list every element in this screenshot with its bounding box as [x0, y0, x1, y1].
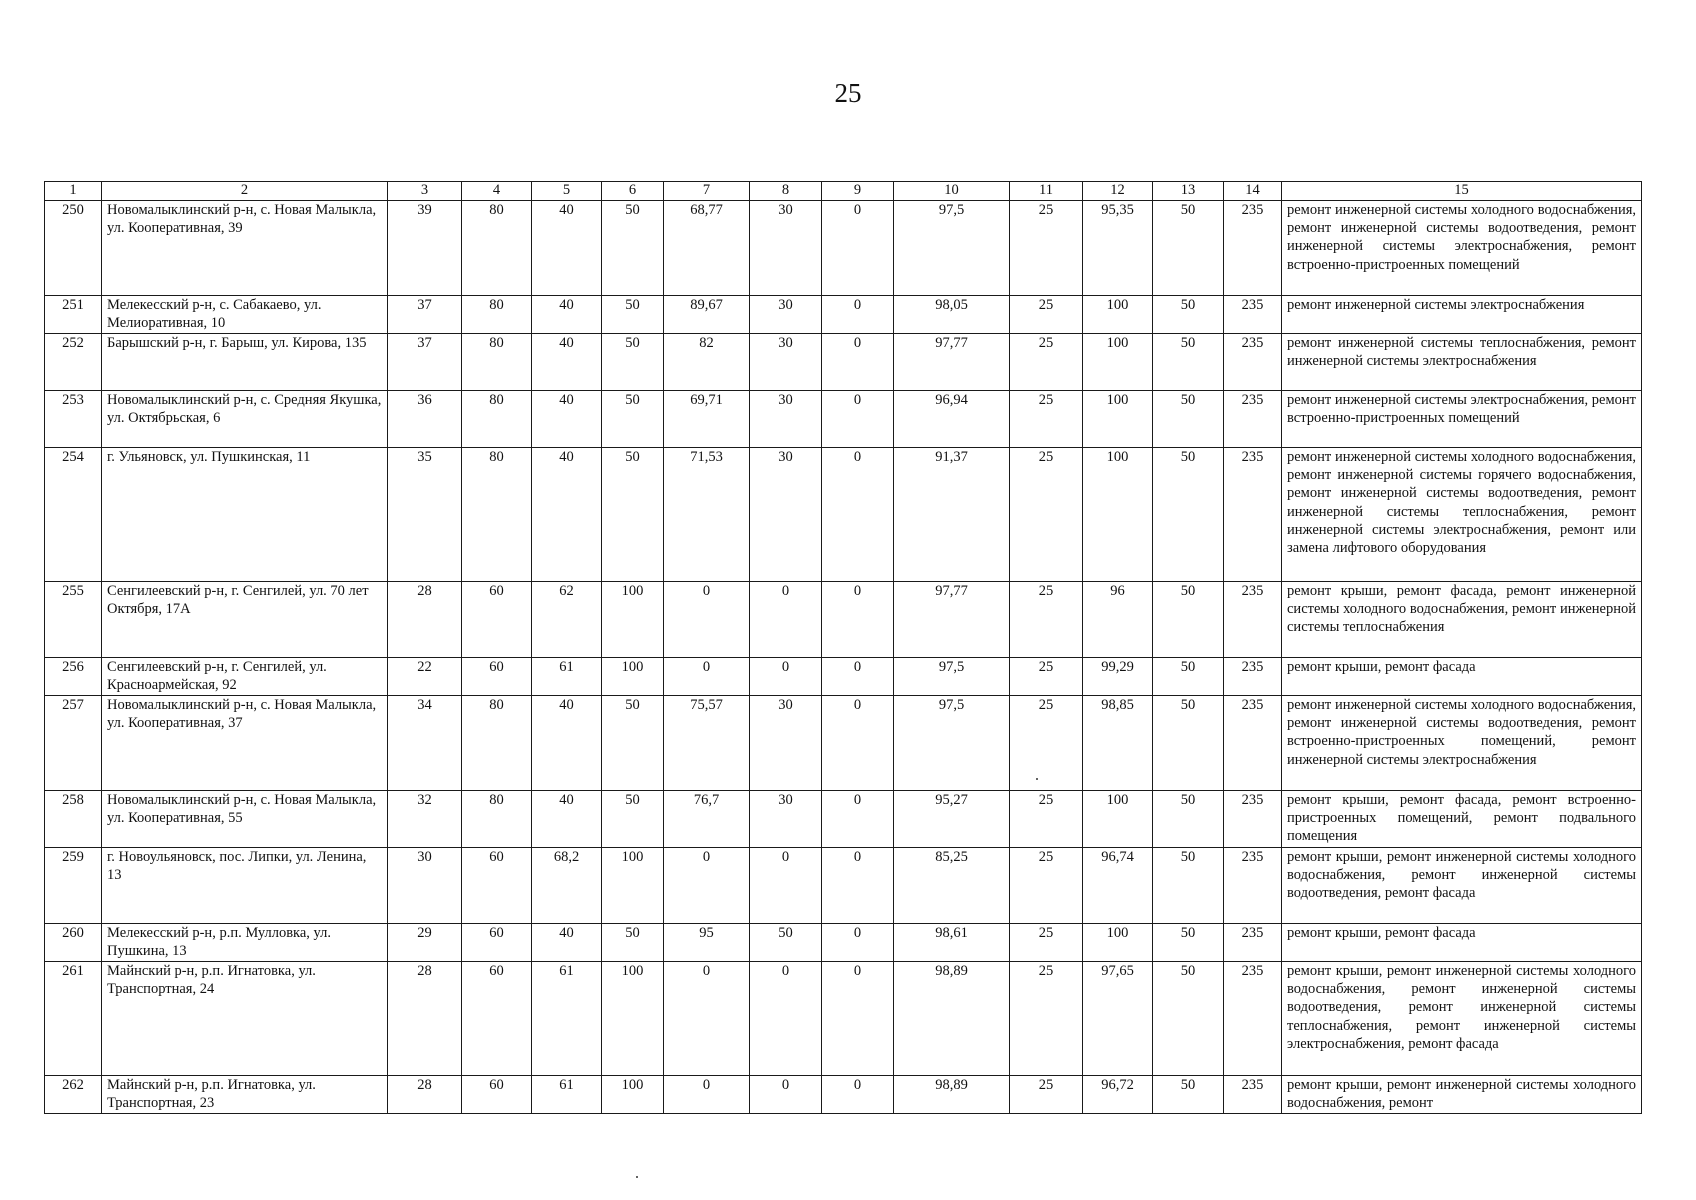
column-number: 7 — [664, 182, 750, 201]
value-cell: 37 — [388, 334, 462, 391]
value-cell: 235 — [1224, 696, 1282, 791]
value-cell: 50 — [602, 334, 664, 391]
value-cell: 30 — [750, 334, 822, 391]
value-cell: 100 — [602, 962, 664, 1076]
table-row — [45, 658, 1642, 696]
scan-speck — [636, 1176, 638, 1178]
repair-works-cell: ремонт инженерной системы холодного водоснабжения, ремонт инженерной системы водоотведения, ремонт инженерной системы электроснабжения, ремонт встроенно-пристроенных помещений — [1282, 201, 1642, 296]
value-cell: 60 — [462, 848, 532, 924]
column-number: 1 — [45, 182, 102, 201]
repair-works-cell: ремонт крыши, ремонт инженерной системы холодного водоснабжения, ремонт инженерной системы водоотведения, ремонт инженерной системы теплоснабжения, ремонт инженерной системы электроснабжения, ремонт фасада — [1282, 962, 1642, 1076]
address-cell: Майнский р-н, р.п. Игнатовка, ул. Транспортная, 24 — [102, 962, 388, 1076]
value-cell: 25 — [1010, 448, 1083, 582]
value-cell: 40 — [532, 924, 602, 962]
value-cell: 32 — [388, 791, 462, 848]
column-number: 11 — [1010, 182, 1083, 201]
value-cell: 30 — [750, 391, 822, 448]
value-cell: 25 — [1010, 201, 1083, 296]
value-cell: 60 — [462, 924, 532, 962]
value-cell: 61 — [532, 1076, 602, 1114]
row-number-cell: 260 — [45, 924, 102, 962]
value-cell: 235 — [1224, 448, 1282, 582]
value-cell: 50 — [1153, 448, 1224, 582]
value-cell: 100 — [602, 848, 664, 924]
value-cell: 25 — [1010, 334, 1083, 391]
value-cell: 100 — [1083, 391, 1153, 448]
value-cell: 80 — [462, 391, 532, 448]
value-cell: 25 — [1010, 791, 1083, 848]
value-cell: 235 — [1224, 296, 1282, 334]
value-cell: 96,74 — [1083, 848, 1153, 924]
table-row — [45, 582, 1642, 658]
value-cell: 80 — [462, 696, 532, 791]
repair-works-cell: ремонт крыши, ремонт инженерной системы холодного водоснабжения, ремонт инженерной системы водоотведения, ремонт фасада — [1282, 848, 1642, 924]
value-cell: 235 — [1224, 962, 1282, 1076]
value-cell: 0 — [750, 848, 822, 924]
value-cell: 60 — [462, 658, 532, 696]
row-number-cell: 253 — [45, 391, 102, 448]
value-cell: 100 — [602, 658, 664, 696]
value-cell: 50 — [602, 924, 664, 962]
value-cell: 25 — [1010, 296, 1083, 334]
row-number-cell: 256 — [45, 658, 102, 696]
column-number: 12 — [1083, 182, 1153, 201]
value-cell: 0 — [664, 848, 750, 924]
value-cell: 69,71 — [664, 391, 750, 448]
value-cell: 99,29 — [1083, 658, 1153, 696]
page-number: 25 — [834, 78, 862, 108]
value-cell: 100 — [1083, 334, 1153, 391]
value-cell: 25 — [1010, 962, 1083, 1076]
value-cell: 82 — [664, 334, 750, 391]
value-cell: 0 — [822, 791, 894, 848]
column-number: 3 — [388, 182, 462, 201]
value-cell: 25 — [1010, 696, 1083, 791]
value-cell: 40 — [532, 448, 602, 582]
value-cell: 0 — [822, 448, 894, 582]
address-cell: Новомалыклинский р-н, с. Новая Малыкла, ул. Кооперативная, 55 — [102, 791, 388, 848]
column-number-header — [45, 182, 1642, 201]
value-cell: 37 — [388, 296, 462, 334]
column-number: 15 — [1282, 182, 1642, 201]
value-cell: 50 — [1153, 696, 1224, 791]
value-cell: 0 — [822, 296, 894, 334]
value-cell: 28 — [388, 582, 462, 658]
value-cell: 30 — [388, 848, 462, 924]
value-cell: 71,53 — [664, 448, 750, 582]
value-cell: 97,5 — [894, 696, 1010, 791]
value-cell: 50 — [1153, 201, 1224, 296]
column-number: 4 — [462, 182, 532, 201]
value-cell: 40 — [532, 201, 602, 296]
value-cell: 25 — [1010, 848, 1083, 924]
value-cell: 100 — [602, 582, 664, 658]
value-cell: 25 — [1010, 1076, 1083, 1114]
column-number: 9 — [822, 182, 894, 201]
value-cell: 28 — [388, 962, 462, 1076]
value-cell: 60 — [462, 1076, 532, 1114]
value-cell: 98,05 — [894, 296, 1010, 334]
column-number: 13 — [1153, 182, 1224, 201]
value-cell: 25 — [1010, 924, 1083, 962]
value-cell: 75,57 — [664, 696, 750, 791]
value-cell: 29 — [388, 924, 462, 962]
value-cell: 80 — [462, 296, 532, 334]
value-cell: 50 — [750, 924, 822, 962]
value-cell: 50 — [1153, 848, 1224, 924]
value-cell: 0 — [822, 924, 894, 962]
value-cell: 95 — [664, 924, 750, 962]
value-cell: 100 — [1083, 924, 1153, 962]
value-cell: 0 — [664, 962, 750, 1076]
column-number: 2 — [102, 182, 388, 201]
value-cell: 97,5 — [894, 658, 1010, 696]
repair-works-cell: ремонт инженерной системы электроснабжения — [1282, 296, 1642, 334]
table-row — [45, 1076, 1642, 1114]
value-cell: 96 — [1083, 582, 1153, 658]
value-cell: 100 — [1083, 296, 1153, 334]
column-number: 14 — [1224, 182, 1282, 201]
value-cell: 50 — [602, 201, 664, 296]
value-cell: 39 — [388, 201, 462, 296]
housing-registry-table — [44, 181, 1642, 1114]
value-cell: 0 — [822, 658, 894, 696]
row-number-cell: 252 — [45, 334, 102, 391]
value-cell: 0 — [750, 962, 822, 1076]
value-cell: 62 — [532, 582, 602, 658]
address-cell: Новомалыклинский р-н, с. Средняя Якушка, ул. Октябрьская, 6 — [102, 391, 388, 448]
value-cell: 40 — [532, 696, 602, 791]
address-cell: Сенгилеевский р-н, г. Сенгилей, ул. 70 лет Октября, 17А — [102, 582, 388, 658]
value-cell: 100 — [1083, 791, 1153, 848]
address-cell: Майнский р-н, р.п. Игнатовка, ул. Транспортная, 23 — [102, 1076, 388, 1114]
value-cell: 96,72 — [1083, 1076, 1153, 1114]
value-cell: 50 — [602, 448, 664, 582]
value-cell: 30 — [750, 448, 822, 582]
value-cell: 89,67 — [664, 296, 750, 334]
table-row — [45, 848, 1642, 924]
table-row — [45, 296, 1642, 334]
address-cell: Новомалыклинский р-н, с. Новая Малыкла, ул. Кооперативная, 39 — [102, 201, 388, 296]
table-row — [45, 334, 1642, 391]
value-cell: 30 — [750, 791, 822, 848]
value-cell: 98,61 — [894, 924, 1010, 962]
value-cell: 50 — [1153, 924, 1224, 962]
address-cell: Мелекесский р-н, р.п. Мулловка, ул. Пушкина, 13 — [102, 924, 388, 962]
column-number: 6 — [602, 182, 664, 201]
table-row — [45, 391, 1642, 448]
value-cell: 0 — [822, 962, 894, 1076]
column-number: 5 — [532, 182, 602, 201]
value-cell: 97,5 — [894, 201, 1010, 296]
value-cell: 35 — [388, 448, 462, 582]
value-cell: 50 — [1153, 658, 1224, 696]
repair-works-cell: ремонт инженерной системы холодного водоснабжения, ремонт инженерной системы водоотведения, ремонт встроенно-пристроенных помещений, ремонт инженерной системы электроснабжения — [1282, 696, 1642, 791]
row-number-cell: 250 — [45, 201, 102, 296]
repair-works-cell: ремонт инженерной системы теплоснабжения, ремонт инженерной системы электроснабжения — [1282, 334, 1642, 391]
value-cell: 68,77 — [664, 201, 750, 296]
scan-speck — [1036, 778, 1038, 780]
value-cell: 68,2 — [532, 848, 602, 924]
value-cell: 0 — [750, 658, 822, 696]
value-cell: 50 — [602, 296, 664, 334]
value-cell: 25 — [1010, 582, 1083, 658]
row-number-cell: 259 — [45, 848, 102, 924]
table-row — [45, 791, 1642, 848]
value-cell: 61 — [532, 962, 602, 1076]
value-cell: 40 — [532, 791, 602, 848]
value-cell: 80 — [462, 791, 532, 848]
value-cell: 95,27 — [894, 791, 1010, 848]
value-cell: 30 — [750, 696, 822, 791]
row-number-cell: 261 — [45, 962, 102, 1076]
table-row — [45, 696, 1642, 791]
value-cell: 50 — [1153, 791, 1224, 848]
value-cell: 0 — [822, 582, 894, 658]
value-cell: 95,35 — [1083, 201, 1153, 296]
table-row — [45, 924, 1642, 962]
address-cell: Новомалыклинский р-н, с. Новая Малыкла, ул. Кооперативная, 37 — [102, 696, 388, 791]
value-cell: 0 — [822, 1076, 894, 1114]
value-cell: 235 — [1224, 658, 1282, 696]
row-number-cell: 257 — [45, 696, 102, 791]
value-cell: 50 — [1153, 582, 1224, 658]
value-cell: 235 — [1224, 924, 1282, 962]
value-cell: 235 — [1224, 201, 1282, 296]
value-cell: 235 — [1224, 334, 1282, 391]
value-cell: 61 — [532, 658, 602, 696]
value-cell: 98,85 — [1083, 696, 1153, 791]
value-cell: 60 — [462, 582, 532, 658]
value-cell: 98,89 — [894, 962, 1010, 1076]
value-cell: 36 — [388, 391, 462, 448]
value-cell: 235 — [1224, 791, 1282, 848]
repair-works-cell: ремонт инженерной системы холодного водоснабжения, ремонт инженерной системы горячего водоснабжения, ремонт инженерной системы водоотведения, ремонт инженерной системы теплоснабжения, ремонт инженерной системы электроснабжения, ремонт или замена лифтового оборудования — [1282, 448, 1642, 582]
value-cell: 50 — [602, 391, 664, 448]
value-cell: 60 — [462, 962, 532, 1076]
value-cell: 0 — [664, 658, 750, 696]
row-number-cell: 258 — [45, 791, 102, 848]
repair-works-cell: ремонт крыши, ремонт фасада, ремонт встроенно-пристроенных помещений, ремонт подвального помещения — [1282, 791, 1642, 848]
value-cell: 0 — [822, 391, 894, 448]
value-cell: 25 — [1010, 391, 1083, 448]
value-cell: 0 — [822, 696, 894, 791]
value-cell: 97,77 — [894, 582, 1010, 658]
value-cell: 50 — [602, 696, 664, 791]
value-cell: 235 — [1224, 391, 1282, 448]
value-cell: 50 — [1153, 334, 1224, 391]
value-cell: 50 — [1153, 1076, 1224, 1114]
value-cell: 30 — [750, 296, 822, 334]
repair-works-cell: ремонт крыши, ремонт фасада — [1282, 924, 1642, 962]
value-cell: 50 — [1153, 296, 1224, 334]
row-number-cell: 254 — [45, 448, 102, 582]
value-cell: 97,65 — [1083, 962, 1153, 1076]
value-cell: 97,77 — [894, 334, 1010, 391]
column-number: 8 — [750, 182, 822, 201]
value-cell: 235 — [1224, 582, 1282, 658]
value-cell: 98,89 — [894, 1076, 1010, 1114]
value-cell: 25 — [1010, 658, 1083, 696]
value-cell: 50 — [602, 791, 664, 848]
repair-works-cell: ремонт крыши, ремонт фасада, ремонт инженерной системы холодного водоснабжения, ремонт инженерной системы теплоснабжения — [1282, 582, 1642, 658]
value-cell: 100 — [1083, 448, 1153, 582]
address-cell: Барышский р-н, г. Барыш, ул. Кирова, 135 — [102, 334, 388, 391]
repair-works-cell: ремонт крыши, ремонт инженерной системы холодного водоснабжения, ремонт — [1282, 1076, 1642, 1114]
value-cell: 0 — [664, 1076, 750, 1114]
value-cell: 50 — [1153, 391, 1224, 448]
value-cell: 0 — [822, 848, 894, 924]
repair-works-cell: ремонт крыши, ремонт фасада — [1282, 658, 1642, 696]
table-row — [45, 448, 1642, 582]
address-cell: г. Ульяновск, ул. Пушкинская, 11 — [102, 448, 388, 582]
table-body — [45, 201, 1642, 1114]
value-cell: 40 — [532, 334, 602, 391]
row-number-cell: 255 — [45, 582, 102, 658]
value-cell: 0 — [822, 201, 894, 296]
value-cell: 0 — [822, 334, 894, 391]
value-cell: 40 — [532, 296, 602, 334]
address-cell: Мелекесский р-н, с. Сабакаево, ул. Мелиоративная, 10 — [102, 296, 388, 334]
value-cell: 91,37 — [894, 448, 1010, 582]
value-cell: 0 — [664, 582, 750, 658]
value-cell: 80 — [462, 201, 532, 296]
value-cell: 80 — [462, 448, 532, 582]
value-cell: 50 — [1153, 962, 1224, 1076]
value-cell: 80 — [462, 334, 532, 391]
address-cell: г. Новоульяновск, пос. Липки, ул. Ленина, 13 — [102, 848, 388, 924]
value-cell: 235 — [1224, 848, 1282, 924]
value-cell: 235 — [1224, 1076, 1282, 1114]
value-cell: 40 — [532, 391, 602, 448]
row-number-cell: 251 — [45, 296, 102, 334]
value-cell: 0 — [750, 582, 822, 658]
row-number-cell: 262 — [45, 1076, 102, 1114]
column-number-row — [45, 182, 1642, 201]
value-cell: 76,7 — [664, 791, 750, 848]
table-row — [45, 201, 1642, 296]
value-cell: 100 — [602, 1076, 664, 1114]
value-cell: 85,25 — [894, 848, 1010, 924]
value-cell: 34 — [388, 696, 462, 791]
column-number: 10 — [894, 182, 1010, 201]
repair-works-cell: ремонт инженерной системы электроснабжения, ремонт встроенно-пристроенных помещений — [1282, 391, 1642, 448]
value-cell: 30 — [750, 201, 822, 296]
value-cell: 28 — [388, 1076, 462, 1114]
value-cell: 22 — [388, 658, 462, 696]
value-cell: 96,94 — [894, 391, 1010, 448]
table-row — [45, 962, 1642, 1076]
value-cell: 0 — [750, 1076, 822, 1114]
address-cell: Сенгилеевский р-н, г. Сенгилей, ул. Красноармейская, 92 — [102, 658, 388, 696]
